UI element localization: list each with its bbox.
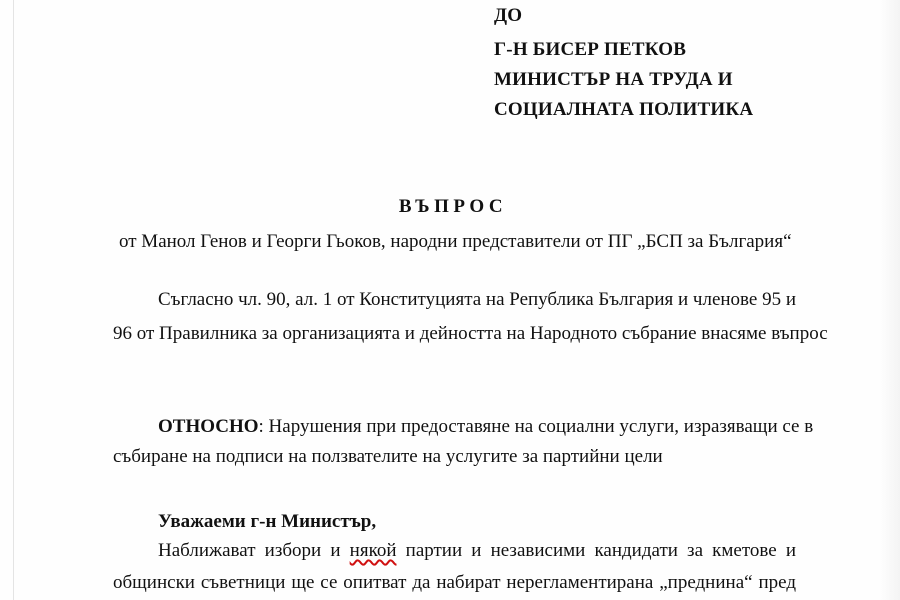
recipient-line-4: СОЦИАЛНАТА ПОЛИТИКА [494, 99, 754, 120]
subject-line-1 [158, 416, 813, 438]
salutation: Уважаеми г-н Министър, [158, 511, 377, 532]
document-title: ВЪПРОС [398, 196, 508, 217]
recipient-line-3: МИНИСТЪР НА ТРУДА И [494, 69, 733, 90]
scan-shadow [880, 0, 900, 600]
subject-text: : Нарушения при предоставяне на социални услуги, изразяващи се в [258, 416, 814, 437]
intro-line-2: 96 от Правилника за организацията и дейността на Народното събрание внасяме въпрос [113, 323, 828, 344]
subject-line-2: събиране на подписи на ползвателите на услугите за партийни цели [113, 446, 663, 467]
scan-edge-line [13, 0, 14, 600]
body-text-a: Наближават избори и [158, 540, 350, 561]
recipient-line-1: ДО [494, 5, 523, 26]
body-text-b: партии и независими кандидати за кметове и [396, 540, 796, 561]
spellcheck-flagged-word[interactable]: някой [349, 540, 397, 561]
subject-label: ОТНОСНО [158, 416, 259, 437]
body-line-2: общински съветници ще се опитват да набират нерегламентирана „преднина“ пред [113, 572, 796, 593]
intro-line-1: Съгласно чл. 90, ал. 1 от Конституцията на Република България и членове 95 и [158, 289, 797, 310]
recipient-line-2: Г-Н БИСЕР ПЕТКОВ [494, 39, 687, 60]
body-line-1 [158, 540, 796, 562]
authors-line: от Манол Генов и Георги Гьоков, народни представители от ПГ „БСП за България“ [119, 231, 792, 252]
